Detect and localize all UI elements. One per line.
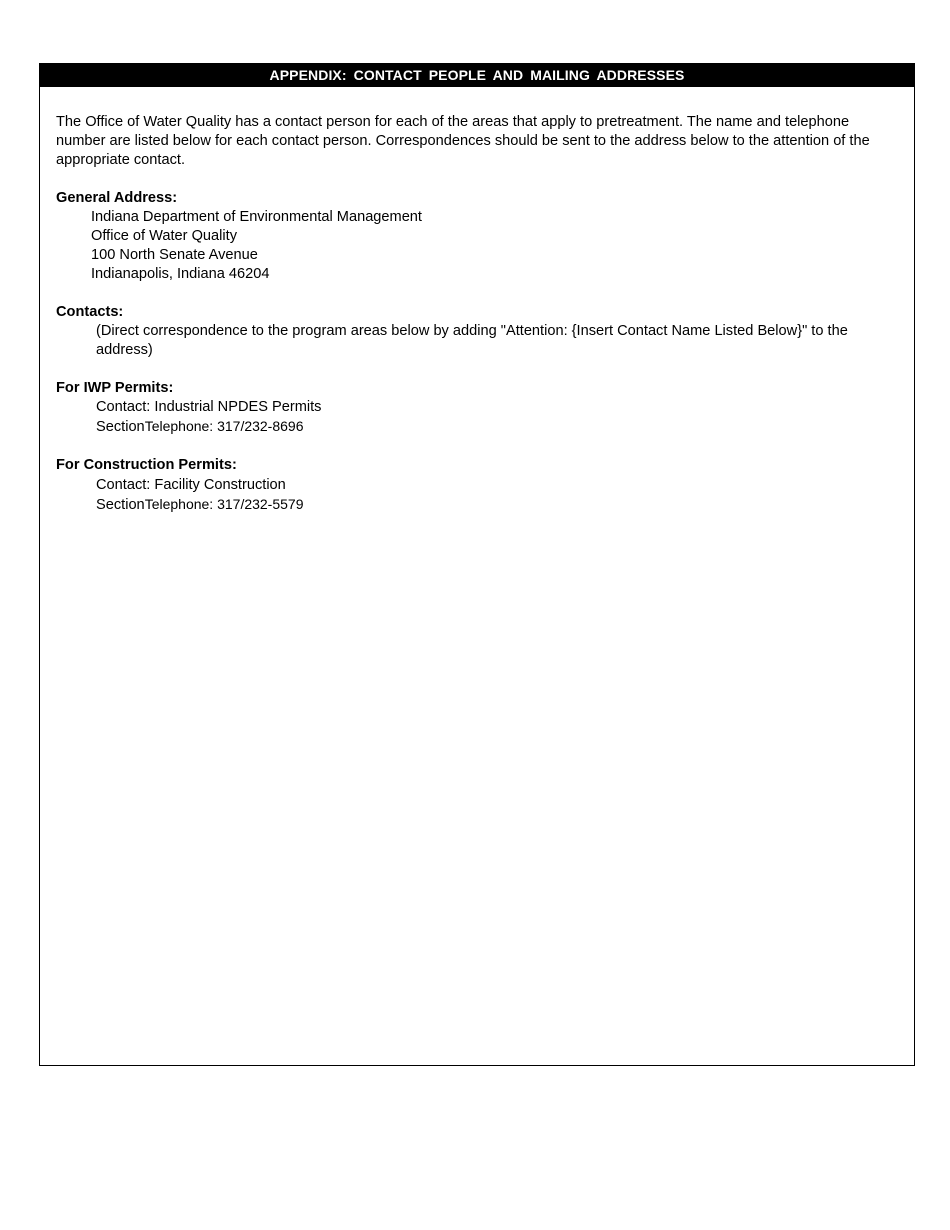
contacts-label: Contacts: (56, 304, 124, 320)
address-line: Indianapolis, Indiana 46204 (91, 266, 270, 282)
construction-permits-label: For Construction Permits: (56, 457, 237, 473)
iwp-contact: Contact: Industrial NPDES Permits (96, 399, 322, 415)
construction-section-telephone (96, 495, 901, 515)
construction-permits-block (96, 476, 901, 515)
iwp-telephone: Telephone: 317/232-8696 (144, 418, 304, 434)
general-address-label: General Address: (56, 190, 178, 206)
address-line: Indiana Department of Environmental Management (91, 209, 422, 225)
iwp-section: Section (96, 419, 145, 435)
construction-contact: Contact: Facility Construction (96, 477, 286, 493)
iwp-section-telephone (96, 417, 901, 437)
address-line: 100 North Senate Avenue (91, 247, 258, 263)
general-address-block (91, 208, 901, 284)
construction-telephone: Telephone: 317/232-5579 (144, 496, 304, 512)
iwp-permits-label: For IWP Permits: (56, 380, 174, 396)
appendix-frame (39, 63, 915, 1066)
appendix-header: APPENDIX: CONTACT PEOPLE AND MAILING ADDRESSES (40, 64, 914, 87)
appendix-content (56, 113, 901, 515)
construction-section: Section (96, 497, 145, 513)
intro-paragraph: The Office of Water Quality has a contact person for each of the areas that apply to pretreatment. The name and telephone number are listed below for each contact person. Correspondences should be sent to the address below to the attention of the appropriate contact. (56, 114, 870, 168)
iwp-permits-block (96, 398, 901, 437)
contacts-note: (Direct correspondence to the program areas below by adding "Attention: {Insert Contact Name Listed Below}" to the address) (96, 323, 848, 358)
address-line: Office of Water Quality (91, 228, 237, 244)
